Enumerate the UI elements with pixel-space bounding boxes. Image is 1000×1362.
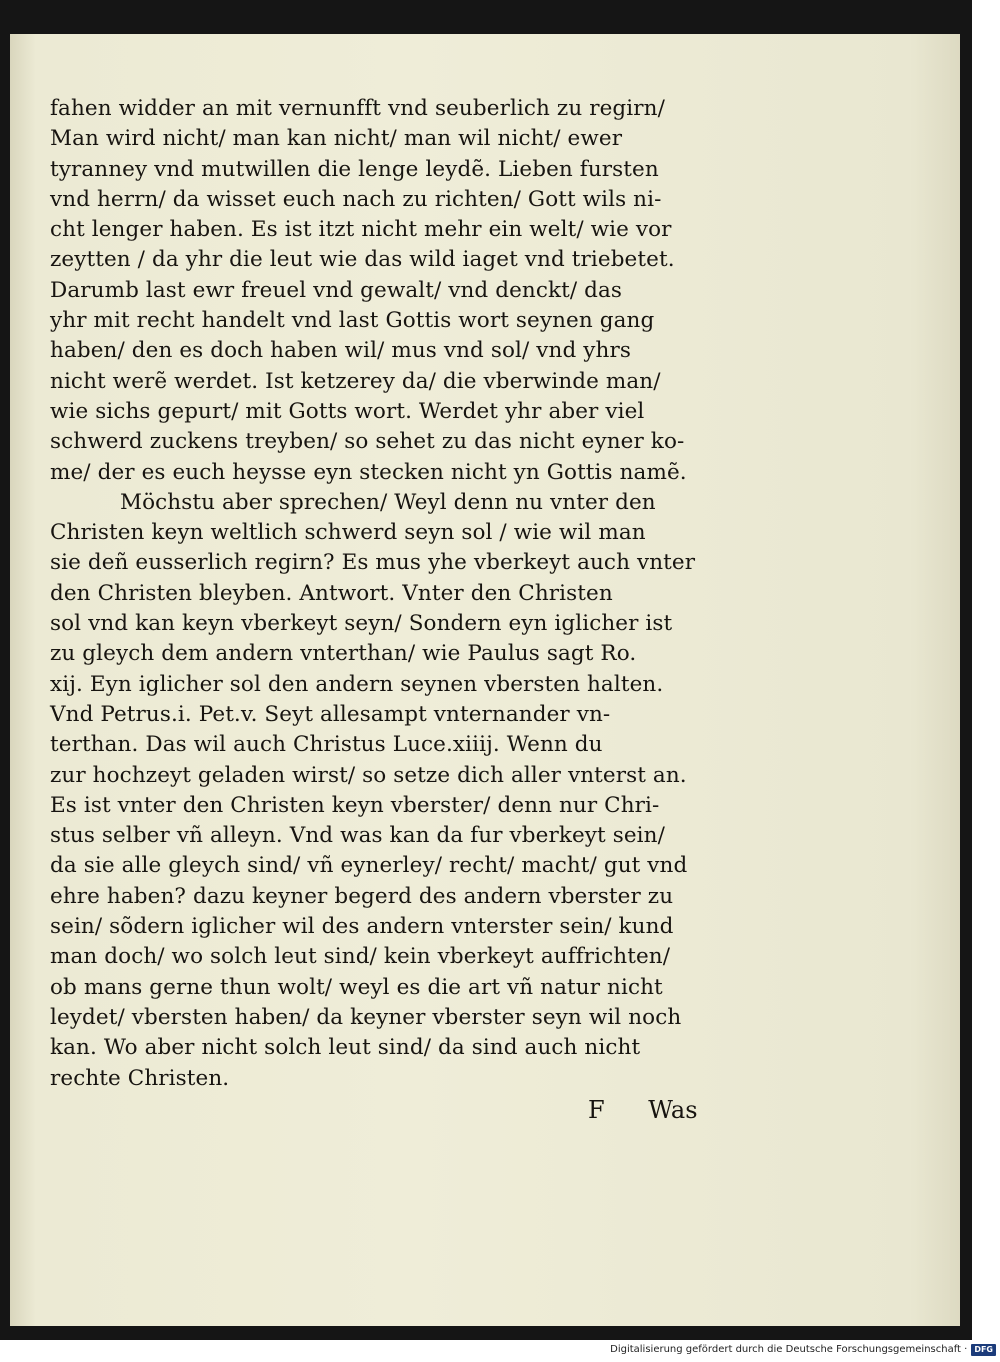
funding-footer: [610, 1342, 996, 1358]
text-line: Es ist vnter den Christen keyn vberster/ denn nur Chri-: [50, 792, 660, 818]
text-line: vnd herrn/ da wisset euch nach zu richten/ Gott wils ni-: [50, 186, 662, 212]
catchword-line: [588, 1096, 698, 1124]
text-line: stus selber vñ alleyn. Vnd was kan da fur vberkeyt sein/: [50, 823, 665, 849]
text-line: Man wird nicht/ man kan nicht/ man wil nicht/ ewer: [50, 126, 623, 152]
catchword: Was: [648, 1096, 698, 1124]
text-line: terthan. Das wil auch Christus Luce.xiiij. Wenn du: [50, 732, 603, 758]
text-line: zur hochzeyt geladen wirst/ so setze dich aller vnterst an.: [50, 762, 687, 788]
text-line: nicht werẽ werdet. Ist ketzerey da/ die vberwinde man/: [50, 368, 661, 394]
text-line: tyranney vnd mutwillen die lenge leydẽ. Lieben fursten: [50, 156, 659, 182]
text-line: da sie alle gleych sind/ vñ eynerley/ recht/ macht/ gut vnd: [50, 853, 688, 879]
text-line: fahen widder an mit vernunfft vnd seuberlich zu regirn/: [50, 96, 665, 121]
text-line: leydet/ vbersten haben/ da keyner vberster seyn wil noch: [50, 1004, 682, 1030]
text-line: Möchstu aber sprechen/ Weyl denn nu vnter den: [120, 489, 656, 515]
dfg-logo: DFG: [971, 1344, 996, 1356]
text-line: sein/ sõdern iglicher wil des andern vnterster sein/ kund: [50, 914, 674, 940]
text-line: sie deñ eusserlich regirn? Es mus yhe vberkeyt auch vnter: [50, 550, 696, 576]
text-line: rechte Christen.: [50, 1065, 230, 1091]
text-line: Christen keyn weltlich schwerd seyn sol / wie wil man: [50, 520, 646, 546]
text-line: me/ der es euch heysse eyn stecken nicht yn Gottis namẽ.: [50, 459, 687, 485]
signature-mark: F: [588, 1096, 605, 1124]
text-line: ob mans gerne thun wolt/ weyl es die art vñ natur nicht: [50, 974, 663, 1000]
text-line: zu gleych dem andern vnterthan/ wie Paulus sagt Ro.: [50, 641, 637, 667]
text-line: ehre haben? dazu keyner begerd des andern vberster zu: [50, 883, 674, 909]
text-line: zeytten / da yhr die leut wie das wild iaget vnd triebetet.: [50, 247, 675, 273]
text-line: Darumb last ewr freuel vnd gewalt/ vnd denckt/ das: [50, 277, 623, 303]
text-line: kan. Wo aber nicht solch leut sind/ da sind auch nicht: [50, 1035, 641, 1061]
text-line: den Christen bleyben. Antwort. Vnter den Christen: [50, 580, 613, 606]
text-line: yhr mit recht handelt vnd last Gottis wort seynen gang: [50, 308, 655, 334]
text-line: schwerd zuckens treyben/ so sehet zu das nicht eyner ko-: [50, 429, 685, 455]
text-block: [50, 94, 762, 1094]
text-line: Vnd Petrus.i. Pet.v. Seyt allesampt vnternander vn-: [50, 701, 611, 727]
text-line: wie sichs gepurt/ mit Gotts wort. Werdet yhr aber viel: [50, 398, 645, 424]
book-page: [10, 34, 960, 1326]
text-line: haben/ den es doch haben wil/ mus vnd sol/ vnd yhrs: [50, 338, 631, 364]
text-line: man doch/ wo solch leut sind/ kein vberkeyt auffrichten/: [50, 944, 671, 970]
text-line: xij. Eyn iglicher sol den andern seynen vbersten halten.: [50, 671, 664, 697]
text-line: sol vnd kan keyn vberkeyt seyn/ Sondern eyn iglicher ist: [50, 611, 673, 637]
funding-text: Digitalisierung gefördert durch die Deutsche Forschungsgemeinschaft ·: [610, 1344, 968, 1355]
text-line: cht lenger haben. Es ist itzt nicht mehr ein welt/ wie vor: [50, 217, 672, 243]
